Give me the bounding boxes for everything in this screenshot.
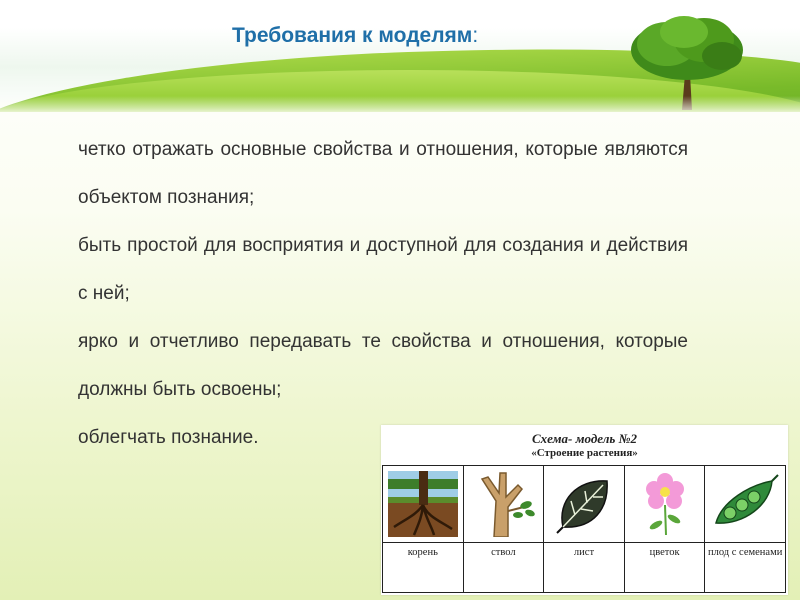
scheme-cell-label: лист <box>573 547 595 558</box>
list-item: облегчать познание. <box>78 427 259 448</box>
scheme-cell-fruit <box>705 466 785 592</box>
flower-icon <box>630 471 700 537</box>
list-item: быть простой для восприятия и доступной для создания и действия с ней; <box>78 235 688 304</box>
scheme-cell-root <box>383 466 464 592</box>
requirements-list <box>42 126 688 462</box>
scheme-cell-label: цветок <box>649 547 680 558</box>
roots-icon <box>388 471 458 537</box>
list-item: четко отражать основные свойства и отношения, которые являются объектом познания; <box>78 139 688 208</box>
leaf-icon <box>549 471 619 537</box>
scheme-cell-label: ствол <box>491 547 516 558</box>
scheme-cell-label: корень <box>407 547 438 558</box>
scheme-cell-flower <box>625 466 706 592</box>
pea-pod-icon <box>710 471 780 537</box>
list-item: ярко и отчетливо передавать те свойства и отношения, которые должны быть освоены; <box>78 331 688 400</box>
scheme-subtitle: «Строение растения» <box>531 447 638 459</box>
scheme-cell-leaf <box>544 466 625 592</box>
scheme-cell-label: плод с семенами <box>707 547 783 558</box>
plant-structure-scheme <box>381 425 788 595</box>
header-banner <box>0 0 800 112</box>
scheme-cell-trunk <box>464 466 545 592</box>
slide-title: Требования к моделям: <box>232 24 479 47</box>
scheme-title: Схема- модель №2 <box>532 431 637 446</box>
trunk-icon <box>468 471 538 537</box>
scheme-table <box>382 465 786 593</box>
